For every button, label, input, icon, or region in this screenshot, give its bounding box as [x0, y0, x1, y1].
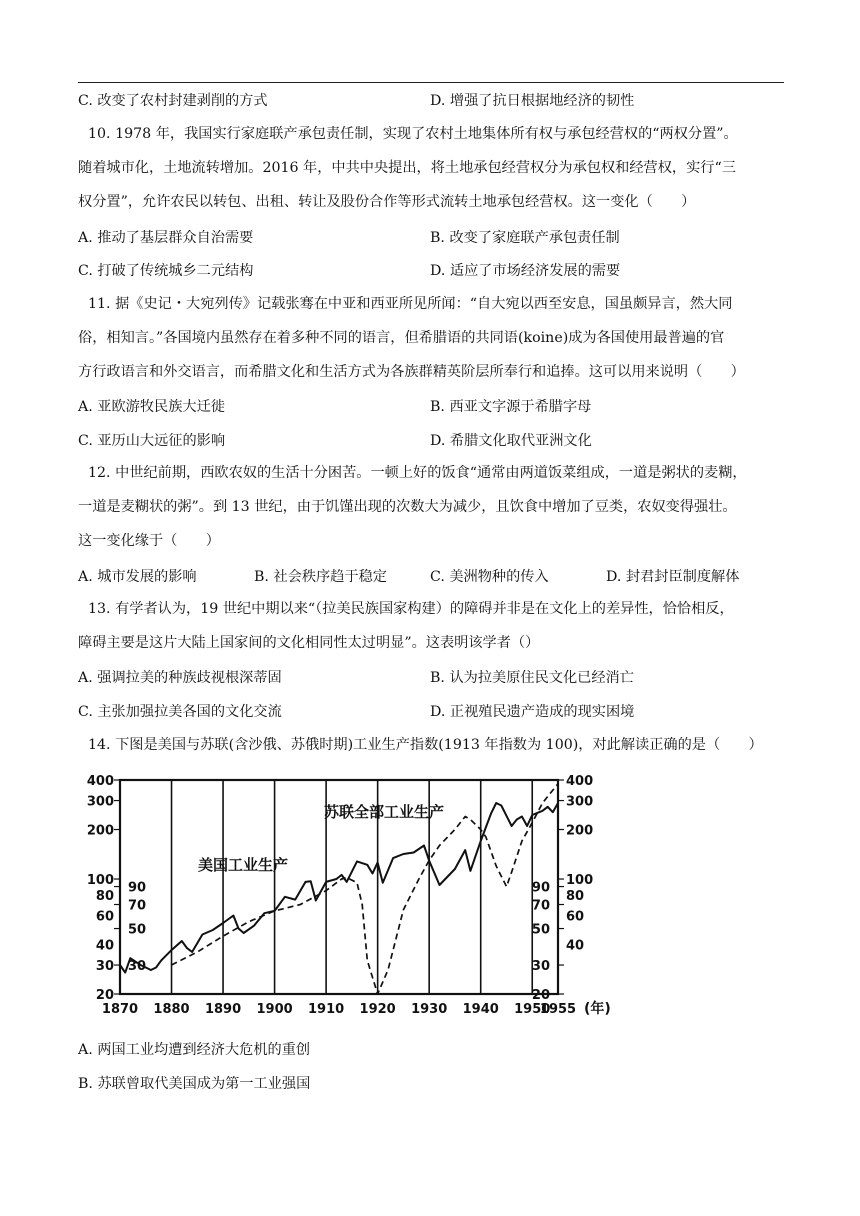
- y-tick-label-left-inner: 70: [128, 898, 147, 914]
- series-line-usa: [120, 803, 558, 973]
- y-tick-label-left: 200: [86, 823, 114, 839]
- x-axis-unit: (年): [584, 1001, 611, 1017]
- x-tick-label: 1920: [359, 1002, 396, 1017]
- question-stem-line: 障碍主要是这片大陆上国家间的文化相同性太过明显”。这表明该学者（）: [78, 635, 540, 651]
- option-c[interactable]: C. 改变了农村封建剥削的方式: [78, 93, 268, 109]
- industrial-production-chart: [78, 770, 618, 1020]
- question-stem-line: 方行政语言和外交语言，而希腊文化和生活方式为各族群精英阶层所奉行和追捧。这可以用来说明（ ）: [78, 364, 745, 380]
- option-a[interactable]: A. 两国工业均遭到经济大危机的重创: [78, 1042, 311, 1058]
- y-tick-label-left: 80: [95, 888, 114, 904]
- question-stem-line: 10. 1978 年，我国实行家庭联产承包责任制，实现了农村土地集体所有权与承包经营权的“两权分置”。: [88, 126, 738, 142]
- x-tick-label: 1940: [462, 1002, 499, 1017]
- option-a[interactable]: A. 推动了基层群众自治需要: [78, 230, 254, 246]
- x-tick-label: 1890: [204, 1002, 242, 1017]
- y-tick-label-right: 80: [566, 888, 585, 904]
- option-d[interactable]: D. 增强了抗日根据地经济的韧性: [430, 93, 635, 109]
- y-tick-label-left: 30: [95, 959, 114, 975]
- y-tick-label-left: 400: [86, 774, 114, 789]
- y-tick-label-right-inner: 70: [531, 898, 550, 914]
- y-tick-label-right-inner: 20: [531, 988, 550, 1003]
- x-tick-label: 1870: [101, 1002, 139, 1017]
- y-tick-label-right: 40: [566, 938, 585, 954]
- question-stem-line: 14. 下图是美国与苏联(含沙俄、苏俄时期)工业生产指数(1913 年指数为 100)，对此解读正确的是（ ）: [88, 737, 763, 753]
- y-tick-label-left-inner: 30: [128, 959, 147, 975]
- question-stem-line: 这一变化缘于（ ）: [78, 533, 220, 549]
- y-tick-label-right: 60: [566, 909, 585, 925]
- y-tick-label-right-inner: 90: [531, 880, 550, 896]
- option-d[interactable]: D. 封君封臣制度解体: [606, 569, 740, 585]
- option-d[interactable]: D. 希腊文化取代亚洲文化: [430, 433, 592, 449]
- question-stem-line: 12. 中世纪前期，西欧农奴的生活十分困苦。一顿上好的饭食“通常由两道饭菜组成，一道是粥状的麦糊，: [88, 465, 747, 481]
- option-c[interactable]: C. 美洲物种的传入: [430, 569, 549, 585]
- y-tick-label-right: 200: [566, 823, 594, 839]
- option-a[interactable]: A. 亚欧游牧民族大迁徙: [78, 399, 225, 415]
- option-b[interactable]: B. 改变了家庭联产承包责任制: [430, 230, 620, 246]
- option-a[interactable]: A. 强调拉美的种族歧视根深蒂固: [78, 670, 282, 686]
- x-tick-label: 1950: [514, 1002, 551, 1017]
- y-tick-label-left: 20: [95, 988, 114, 1003]
- y-tick-label-left: 300: [86, 794, 114, 810]
- option-c[interactable]: C. 亚历山大远征的影响: [78, 433, 226, 449]
- y-tick-label-right-inner: 30: [531, 959, 550, 975]
- x-tick-label: 1930: [411, 1002, 448, 1017]
- y-tick-label-left-inner: 90: [128, 880, 147, 896]
- question-stem-line: 一道是麦糊状的粥”。到 13 世纪，由于饥馑出现的次数大为减少，且饮食中增加了豆类，农奴变得强壮。: [78, 499, 737, 515]
- series-label-usa: 美国工业生产: [198, 856, 289, 874]
- x-tick-label: 1900: [256, 1002, 293, 1017]
- question-stem-line: 11. 据《史记・大宛列传》记载张骞在中亚和西亚所见所闻：“自大宛以西至安息，国虽颇异言，然大同: [88, 296, 733, 312]
- option-b[interactable]: B. 社会秩序趋于稳定: [254, 569, 387, 585]
- option-b[interactable]: B. 苏联曾取代美国成为第一工业强国: [78, 1076, 311, 1092]
- x-tick-label: 1880: [153, 1002, 190, 1017]
- option-c[interactable]: C. 主张加强拉美各国的文化交流: [78, 704, 282, 720]
- page-top-rule: [78, 82, 784, 83]
- option-c[interactable]: C. 打破了传统城乡二元结构: [78, 263, 254, 279]
- x-tick-label: 1910: [308, 1002, 345, 1017]
- y-tick-label-right: 100: [566, 873, 594, 889]
- y-tick-label-right-inner: 50: [531, 922, 550, 938]
- option-d[interactable]: D. 正视殖民遗产造成的现实困境: [430, 704, 635, 720]
- y-tick-label-left: 40: [95, 938, 114, 954]
- series-label-ussr: 苏联全部工业生产: [324, 803, 445, 821]
- y-tick-label-left: 100: [86, 873, 114, 889]
- y-tick-label-right: 400: [566, 774, 594, 789]
- question-stem-line: 权分置”，允许农民以转包、出租、转让及股份合作等形式流转土地承包经营权。这一变化（ ）: [78, 194, 696, 210]
- option-b[interactable]: B. 认为拉美原住民文化已经消亡: [430, 670, 634, 686]
- question-stem-line: 俗，相知言。”各国境内虽然存在着多种不同的语言，但希腊语的共同语(koine)成为各国使用最普遍的官: [78, 330, 725, 346]
- option-d[interactable]: D. 适应了市场经济发展的需要: [430, 263, 621, 279]
- option-a[interactable]: A. 城市发展的影响: [78, 569, 197, 585]
- y-tick-label-left-inner: 50: [128, 922, 147, 938]
- y-tick-label-right: 300: [566, 794, 594, 810]
- x-tick-label: 1955: [539, 1002, 577, 1017]
- option-b[interactable]: B. 西亚文字源于希腊字母: [430, 399, 592, 415]
- question-stem-line: 随着城市化，土地流转增加。2016 年，中共中央提出，将土地承包经营权分为承包权和经营权，实行“三: [78, 160, 736, 176]
- y-tick-label-left: 60: [95, 909, 114, 925]
- question-stem-line: 13. 有学者认为，19 世纪中期以来“（拉美民族国家构建）的障碍并非是在文化上的差异性，恰恰相反，: [88, 601, 734, 617]
